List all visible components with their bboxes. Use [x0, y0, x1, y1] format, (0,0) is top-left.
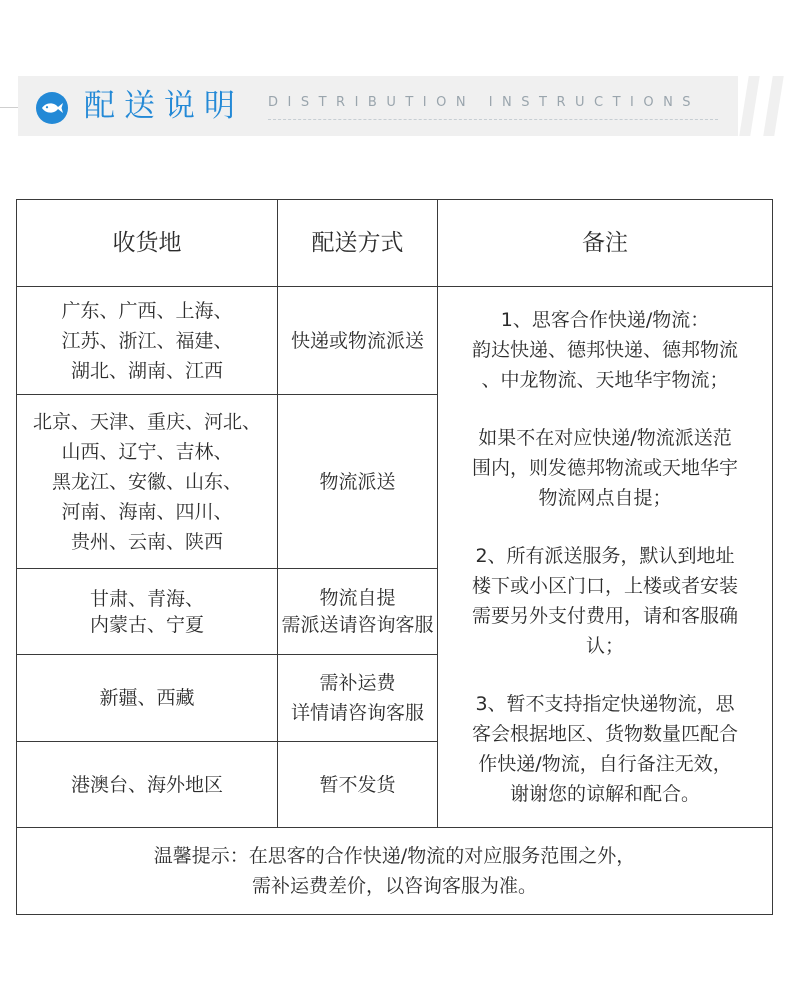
column-header-remarks: 备注 [438, 200, 773, 287]
remark-paragraph [438, 423, 772, 513]
header-stripe [763, 76, 784, 136]
destination-cell [17, 287, 278, 395]
method-line: 快递或物流派送 [290, 329, 424, 352]
remark-paragraph [438, 305, 772, 395]
tip-line: 温馨提示：在思客的合作快递/物流的对应服务范围之外， [153, 845, 636, 867]
remark-line: 作快递/物流，自行备注无效， [478, 753, 732, 775]
destination-line: 黑龙江、安徽、山东、 [51, 470, 242, 493]
method-cell [278, 742, 438, 828]
remark-paragraph [438, 689, 772, 809]
destination-cell [17, 742, 278, 828]
method-cell [278, 569, 438, 655]
remark-line: 谢谢您的谅解和配合。 [509, 783, 700, 805]
destination-cell [17, 569, 278, 655]
method-cell [278, 287, 438, 395]
remark-line: 认； [585, 635, 624, 657]
page-subtitle-en: DISTRIBUTION INSTRUCTIONS [268, 95, 701, 110]
remarks-cell [438, 287, 773, 828]
method-line: 详情请咨询客服 [290, 702, 424, 724]
header-stripe [739, 76, 760, 136]
destination-line: 山西、辽宁、吉林、 [61, 440, 233, 463]
remark-line: 3、暂不支持指定快递物流，思 [475, 693, 735, 715]
tip-row [17, 828, 773, 915]
table-row [17, 287, 773, 395]
method-line: 暂不发货 [319, 773, 396, 796]
destination-cell [17, 655, 278, 742]
remark-line: 如果不在对应快递/物流派送范 [478, 427, 732, 449]
method-cell [278, 395, 438, 569]
method-line: 物流派送 [319, 470, 396, 493]
distribution-table [16, 199, 773, 915]
method-line: 物流自提 [319, 586, 396, 609]
destination-line: 贵州、云南、陕西 [70, 530, 223, 553]
remark-line: 需要另外支付费用，请和客服确 [471, 605, 738, 627]
tip-line: 需补运费差价，以咨询客服为准。 [251, 875, 537, 897]
remark-paragraph [438, 541, 772, 661]
remark-line: 物流网点自提； [538, 487, 672, 509]
column-header-method: 配送方式 [278, 200, 438, 287]
destination-line: 广东、广西、上海、 [61, 299, 233, 322]
remark-line: 韵达快递、德邦快递、德邦物流 [471, 339, 738, 361]
method-line: 需补运费 [319, 672, 396, 694]
column-header-destination: 收货地 [17, 200, 278, 287]
destination-line: 新疆、西藏 [99, 687, 195, 709]
destination-line: 江苏、浙江、福建、 [61, 329, 233, 352]
header-left-rule [0, 107, 18, 108]
destination-cell [17, 395, 278, 569]
fish-logo-icon [36, 92, 68, 124]
destination-line: 港澳台、海外地区 [70, 773, 223, 796]
destination-line: 内蒙古、宁夏 [89, 613, 204, 636]
destination-line: 河南、海南、四川、 [61, 500, 233, 523]
table-header-row [17, 200, 773, 287]
subtitle-dotted-rule [268, 119, 718, 120]
remark-line: 2、所有派送服务，默认到地址 [475, 545, 735, 567]
remark-line: 1、思客合作快递/物流： [500, 309, 710, 331]
warm-tip-cell [17, 828, 773, 915]
destination-line: 甘肃、青海、 [89, 587, 204, 610]
page-title: 配送说明 [84, 88, 244, 124]
destination-line: 北京、天津、重庆、河北、 [32, 410, 261, 433]
remark-line: 、中龙物流、天地华宇物流； [481, 369, 729, 391]
destination-line: 湖北、湖南、江西 [70, 359, 223, 382]
method-cell [278, 655, 438, 742]
remark-line: 客会根据地区、货物数量匹配合 [471, 723, 738, 745]
remark-line: 楼下或小区门口，上楼或者安装 [471, 575, 738, 597]
method-line: 需派送请咨询客服 [281, 613, 434, 636]
remark-line: 围内，则发德邦物流或天地华宇 [471, 457, 738, 479]
